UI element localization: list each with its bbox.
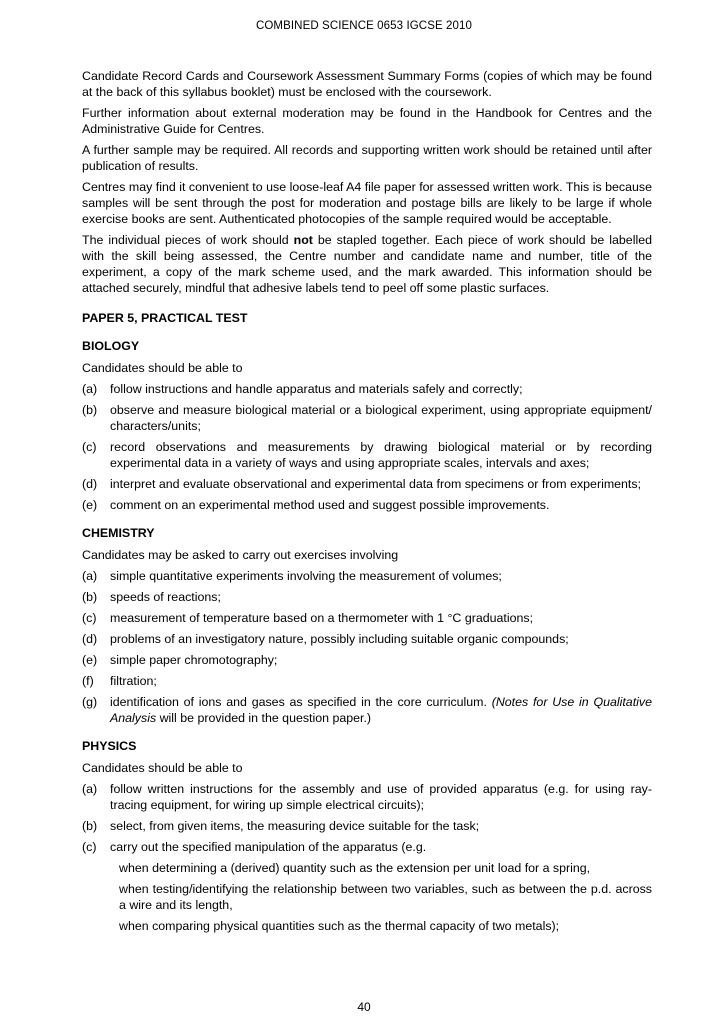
item-text [110, 694, 652, 726]
item-g-after: will be provided in the question paper.) [156, 711, 372, 725]
item-text: observe and measure biological material or a biological experiment, using appropriate equipment/ characters/units; [110, 403, 652, 433]
item-text: filtration; [110, 674, 157, 688]
item-text: comment on an experimental method used and suggest possible improvements. [110, 498, 550, 512]
item-g-text: identification of ions and gases as specified in the core curriculum. [110, 695, 492, 709]
biology-item-b [82, 402, 652, 434]
item-text: problems of an investigatory nature, possibly including suitable organic compounds; [110, 632, 569, 646]
paragraph-further-sample: A further sample may be required. All records and supporting written work should be retained until after publication of results. [82, 143, 652, 173]
item-label: (b) [82, 819, 98, 833]
item-g-italic: (Notes for Use in Qualitative Analysis [110, 695, 652, 725]
biology-heading: BIOLOGY [82, 339, 140, 353]
paragraph-file-paper: Centres may find it convenient to use loose-leaf A4 file paper for assessed written work. This is because samples will be sent through the post for moderation and postage bills are likely to be large if whole exercise books are sent. Authenticated photocopies of the sample required would be acceptable. [82, 180, 652, 226]
paragraph-stapling [82, 232, 652, 296]
item-label: (d) [82, 477, 98, 491]
paragraph-moderation: Further information about external moderation may be found in the Handbook for Centres and the Administrative Guide for Centres. [82, 106, 652, 136]
item-label: (f) [82, 674, 94, 688]
item-text: follow written instructions for the assembly and use of provided apparatus (e.g. for using ray-tracing equipment, for wiring up simple electrical circuits); [110, 782, 652, 812]
item-label: (a) [82, 782, 98, 796]
physics-intro: Candidates should be able to [82, 761, 243, 775]
item-label: (g) [82, 695, 98, 709]
physics-subitem-2: when testing/identifying the relationship between two variables, such as between the p.d. across a wire and its length, [119, 882, 652, 912]
item-label: (a) [82, 569, 98, 583]
biology-item-a [82, 381, 652, 397]
item-label: (c) [82, 611, 97, 625]
biology-item-e [82, 497, 652, 513]
item-label: (c) [82, 840, 97, 854]
item-text: select, from given items, the measuring device suitable for the task; [110, 819, 480, 833]
paper5-heading: PAPER 5, PRACTICAL TEST [82, 311, 248, 325]
item-label: (b) [82, 403, 98, 417]
item-text: speeds of reactions; [110, 590, 221, 604]
chemistry-item-e [82, 652, 652, 668]
running-header: COMBINED SCIENCE 0653 IGCSE 2010 [255, 20, 473, 32]
chemistry-intro: Candidates may be asked to carry out exercises involving [82, 548, 399, 562]
item-text: record observations and measurements by drawing biological material or by recording experimental data in a variety of ways and using appropriate scales, intervals and axes; [110, 440, 652, 470]
chemistry-item-c [82, 610, 652, 626]
item-text: measurement of temperature based on a thermometer with 1 °C graduations; [110, 611, 534, 625]
physics-subitem-1: when determining a (derived) quantity such as the extension per unit load for a spring, [119, 861, 591, 875]
physics-heading: PHYSICS [82, 739, 137, 753]
item-label: (d) [82, 632, 98, 646]
item-text: follow instructions and handle apparatus and materials safely and correctly; [110, 382, 523, 396]
chemistry-item-b [82, 589, 652, 605]
item-label: (e) [82, 653, 98, 667]
paragraph-record-cards: Candidate Record Cards and Coursework Assessment Summary Forms (copies of which may be found at the back of this syllabus booklet) must be enclosed with the coursework. [82, 69, 652, 99]
item-label: (c) [82, 440, 97, 454]
chemistry-item-a [82, 568, 652, 584]
biology-item-c [82, 439, 652, 471]
chemistry-heading: CHEMISTRY [82, 526, 155, 540]
item-text: simple quantitative experiments involving the measurement of volumes; [110, 569, 502, 583]
staple-text-before: The individual pieces of work should [82, 233, 294, 247]
chemistry-item-f [82, 673, 652, 689]
item-label: (a) [82, 382, 98, 396]
item-text: simple paper chromotography; [110, 653, 278, 667]
page-number: 40 [357, 1000, 371, 1014]
chemistry-item-d [82, 631, 652, 647]
page-content [82, 68, 652, 939]
physics-item-a [82, 781, 652, 813]
physics-item-b [82, 818, 652, 834]
item-text: interpret and evaluate observational and experimental data from specimens or from experiments; [110, 477, 642, 491]
item-label: (b) [82, 590, 98, 604]
staple-text-bold: not [293, 233, 313, 247]
biology-intro: Candidates should be able to [82, 361, 243, 375]
physics-subitem-3: when comparing physical quantities such as the thermal capacity of two metals); [119, 919, 560, 933]
chemistry-item-g [82, 694, 652, 726]
item-label: (e) [82, 498, 98, 512]
physics-item-c [82, 839, 652, 855]
item-text: carry out the specified manipulation of the apparatus (e.g. [110, 840, 427, 854]
staple-text-after: be stapled together. Each piece of work should be labelled with the skill being assessed, the Centre number and candidate name and number, title of the experiment, a copy of the mark scheme used, and the mark awarded. This information should be attached securely, mindful that adhesive labels tend to peel off some plastic surfaces. [82, 233, 652, 295]
biology-item-d [82, 476, 652, 492]
